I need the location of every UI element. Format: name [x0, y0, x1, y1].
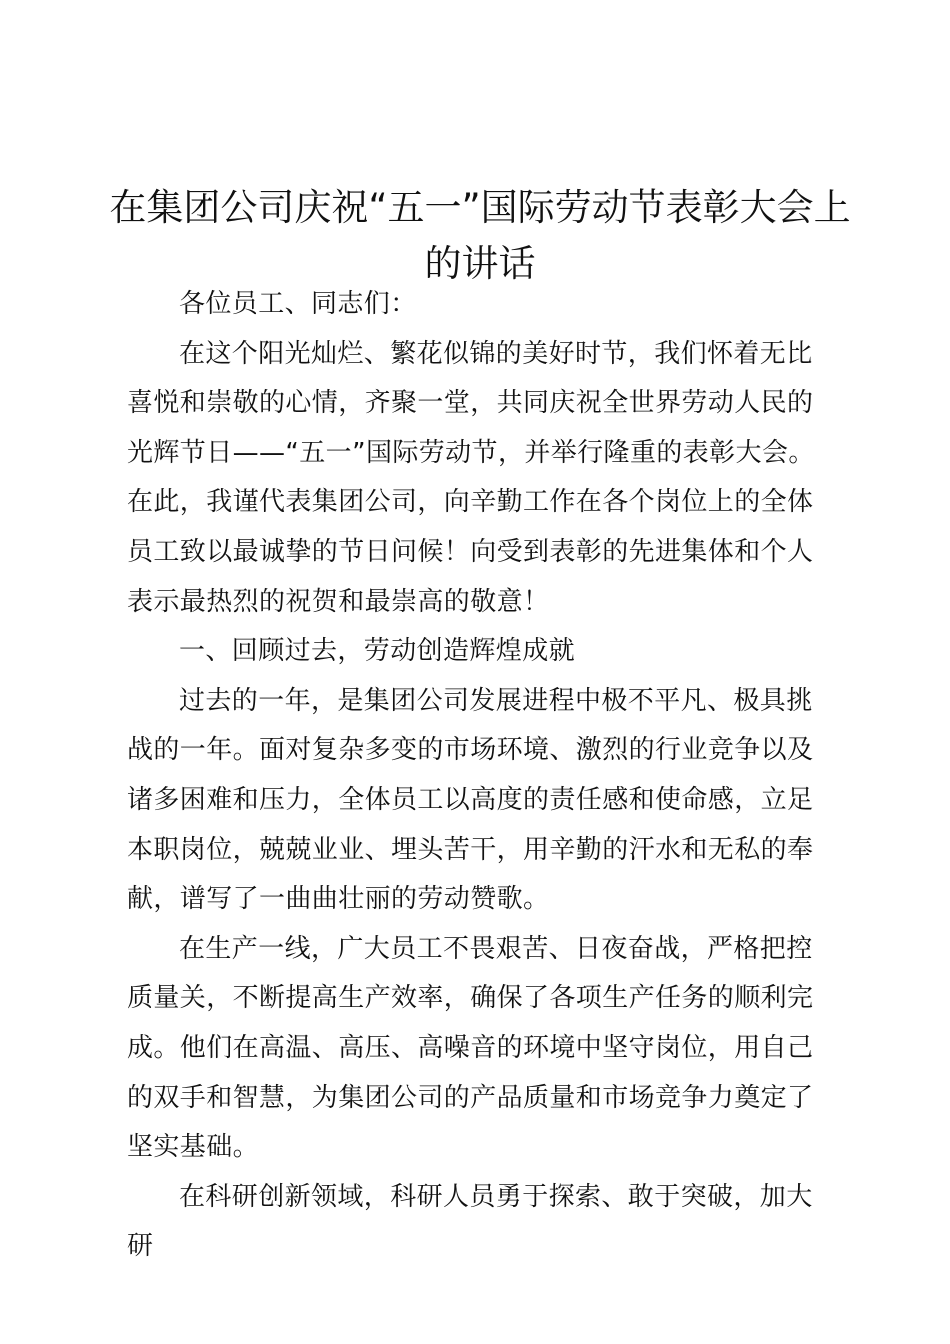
paragraph-opening: 在这个阳光灿烂、繁花似锦的美好时节，我们怀着无比喜悦和崇敬的心情，齐聚一堂，共同庆祝全世界劳动人民的光辉节日——“五一”国际劳动节，并举行隆重的表彰大会。在此，我谨代表集团公司，向辛勤工作在各个岗位上的全体员工致以最诚挚的节日问候！向受到表彰的先进集体和个人表示最热烈的祝贺和最崇高的敬意！ — [127, 338, 815, 617]
paragraph-production: 在生产一线，广大员工不畏艰苦、日夜奋战，严格把控质量关，不断提高生产效率，确保了各项生产任务的顺利完成。他们在高温、高压、高噪音的环境中坚守岗位，用自己的双手和智慧，为集团公司的产品质量和市场竞争力奠定了坚实基础。 — [127, 933, 814, 1163]
section-heading: 一、回顾过去，劳动创造辉煌成就 — [179, 636, 576, 667]
document-title: 在集团公司庆祝“五一”国际劳动节表彰大会上的讲话 — [109, 186, 851, 285]
paragraph-review: 过去的一年，是集团公司发展进程中极不平凡、极具挑战的一年。面对复杂多变的市场环境、激烈的行业竞争以及诸多困难和压力，全体员工以高度的责任感和使命感，立足本职岗位，兢兢业业、埋头苦干，用辛勤的汗水和无私的奉献，谱写了一曲曲壮丽的劳动赞歌。 — [127, 685, 814, 915]
paragraph-research: 在科研创新领域，科研人员勇于探索、敢于突破，加大研 — [127, 1181, 813, 1262]
document-body — [127, 280, 833, 1272]
salutation: 各位员工、同志们： — [179, 289, 417, 319]
